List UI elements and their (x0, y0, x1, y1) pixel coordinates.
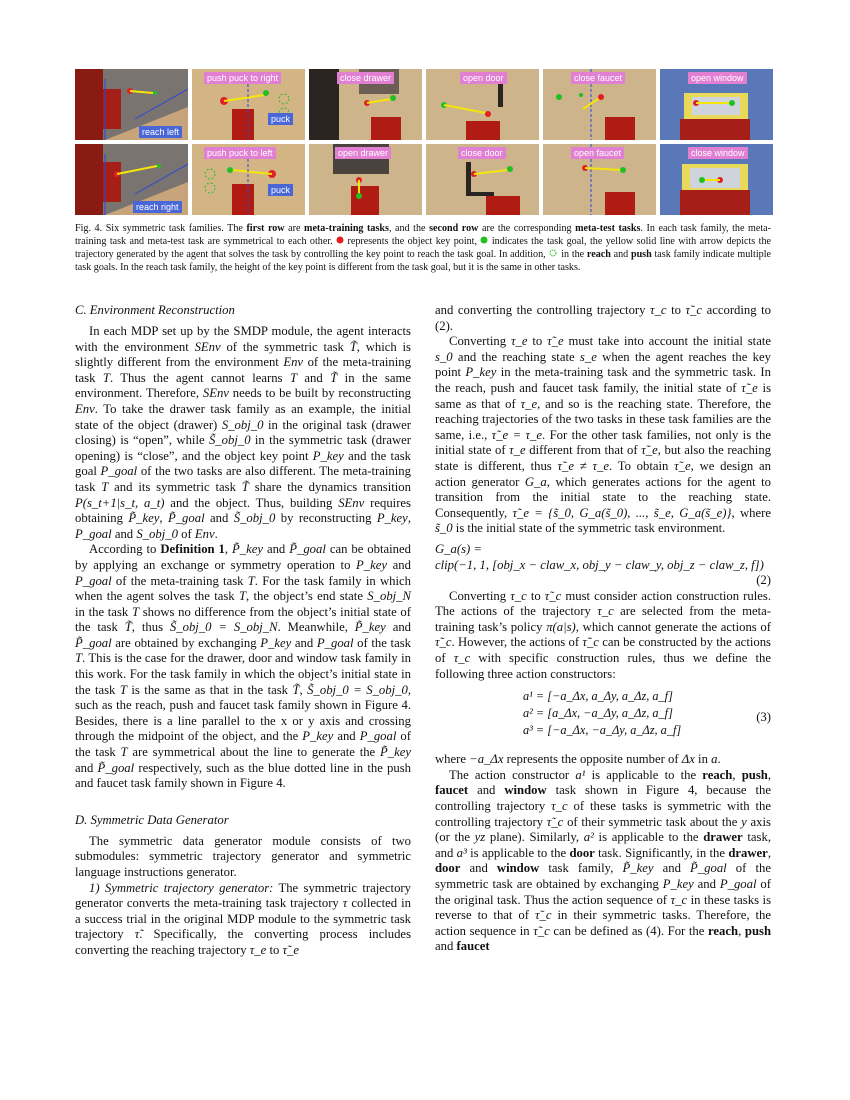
text-run: task family, (539, 861, 623, 876)
text-run: , (738, 923, 745, 938)
text-run: to (266, 942, 283, 957)
panel-open-faucet (543, 144, 656, 215)
math-symbol: τ̃ (134, 927, 140, 942)
text-run: must consider action construction rules. The actions of the trajectory (435, 588, 771, 619)
text-run: in the meta-training task and the symmetric task. In the reach, push and faucet task family, the initial state of (435, 365, 771, 395)
text-run: In each MDP set up by the SMDP module, the agent interacts with the environment (75, 324, 411, 354)
caption-text: . In each task family, the meta-training task and meta-test task are symmetrical to each other. (75, 223, 772, 247)
label-open-door: open door (460, 72, 507, 84)
equation-2-number: (2) (756, 573, 771, 588)
math-symbol: P_key (302, 729, 334, 744)
math-symbol: a² (583, 830, 594, 845)
math-symbol: P_key (662, 877, 694, 891)
right-column (435, 303, 771, 955)
label-close-door: close door (458, 147, 506, 159)
caption-text: and (610, 249, 631, 260)
math-symbol: T (75, 651, 83, 666)
panel-open-door (426, 69, 539, 140)
text-run: and (297, 370, 331, 385)
text-run: , and so is the reaching state. Therefore, the reaching trajectories of the two tasks in these task families are the same, i.e., (435, 396, 772, 442)
math-symbol: a¹ (575, 767, 586, 782)
math-symbol: P_key (465, 365, 497, 380)
text-run: can be defined as (4). For the (549, 923, 709, 938)
text-run: . Specifically, the converting process includes converting the reaching trajectory (75, 927, 412, 957)
bold-term: reach (702, 767, 733, 782)
label-close-faucet: close faucet (571, 72, 625, 84)
math-symbol: P_key (260, 635, 292, 650)
text-run: is applicable to the (593, 830, 704, 845)
text-run: . For the other task families, not only is the initial state of (435, 427, 772, 458)
paragraph-definition-1 (75, 542, 411, 792)
text-run: and the task goal (75, 448, 411, 479)
math-symbol: P_key (312, 448, 344, 463)
text-run: in the original task (drawer closing) is “open”, while (75, 417, 411, 448)
math-symbol: s̃_0 (435, 521, 453, 536)
math-symbol: SEnv (202, 386, 229, 401)
text-run: in the same environment. Therefore, (75, 370, 411, 401)
math-symbol: T (102, 370, 110, 385)
panel-close-door (426, 144, 539, 215)
math-symbol: P̃_goal (97, 760, 135, 775)
bold-term: window (496, 861, 540, 876)
text-run: to (526, 588, 545, 603)
math-symbol: T (120, 745, 128, 760)
bold-term: drawer (703, 830, 743, 845)
text-run: and (385, 620, 412, 635)
paragraph-converting-controlling (435, 303, 771, 334)
math-symbol: T (238, 589, 247, 604)
caption-bold: reach (586, 249, 611, 260)
math-symbol: T̃ (349, 339, 357, 354)
paragraph-action-construction (435, 589, 771, 683)
math-symbol: P(s_t+1|s_t, a_t) (75, 495, 165, 510)
bold-term: door (569, 845, 595, 860)
math-symbol: S̃_obj_0 = S_obj_N (169, 620, 278, 635)
math-symbol: τ̃_e = τ_e (491, 427, 543, 442)
math-symbol: τ̃_c (435, 635, 452, 650)
text-run: can be constructed by the actions of (435, 635, 771, 666)
math-symbol: P_goal (100, 464, 138, 479)
text-run: of (177, 526, 195, 541)
math-symbol: π(a|s) (546, 619, 576, 634)
math-symbol: P̃_goal (289, 542, 326, 557)
red-dot-icon (336, 236, 344, 244)
text-run: . (214, 526, 218, 541)
text-run: is same as that of (435, 380, 772, 411)
text-run: of the symmetric task (220, 339, 350, 354)
equation-2-line-2: clip(−1, 1, [obj_x − claw_x, obj_y − claw_y, obj_z − claw_z, f]) (435, 557, 764, 572)
text-run: and (291, 635, 317, 650)
equation-2-line-1: G_a(s) = (435, 541, 482, 556)
bold-term: push (741, 767, 768, 782)
math-symbol: s_0 (435, 349, 453, 364)
math-symbol: τ̃_c (546, 814, 564, 829)
text-run: . Thus the agent cannot learns (109, 370, 290, 385)
math-symbol: τ_e (249, 942, 267, 957)
math-symbol: P̃_key (622, 861, 654, 876)
text-run: Converting (449, 334, 511, 349)
label-push-right: push puck to right (204, 72, 281, 84)
math-symbol: P̃_goal (167, 511, 205, 526)
text-run: , such as the reach, push and faucet task family shown in Figure 4. Besides, there is a line parallel to the x or y axis and crossing through the midpoint of the object, and the (75, 682, 411, 744)
math-symbol: G_a (524, 474, 547, 489)
math-symbol: S̃_obj_0 (208, 433, 251, 448)
text-run: is the initial state of the symmetric task environment. (452, 521, 726, 536)
text-run: to (666, 303, 686, 317)
math-symbol: T (247, 573, 255, 588)
figure-4 (75, 69, 771, 216)
text-run: , (299, 682, 308, 697)
caption-text: Fig. 4. Six symmetric task families. The (75, 223, 247, 234)
text-run: shows no difference from the object’s initial state of the task (75, 604, 412, 635)
text-run: The symmetric trajectory generator converts the meta-training task trajectory (75, 880, 411, 911)
bold-term: window (504, 783, 547, 798)
figure-caption (75, 222, 771, 274)
math-symbol: T (119, 682, 127, 697)
equation-3-number: (3) (756, 710, 771, 725)
text-run: and (653, 861, 691, 876)
text-run: . However, the actions of (451, 635, 583, 650)
math-symbol: τ_c (670, 892, 688, 907)
label-push-left: push puck to left (204, 147, 276, 159)
text-run: , which generates actions for the agent to transition from the initial state to the reaching state. Consequently, (435, 474, 771, 520)
math-symbol: Δx (681, 752, 695, 767)
math-symbol: τ̃_c (533, 923, 550, 938)
bold-term: faucet (435, 783, 469, 798)
math-symbol: τ_c (597, 604, 614, 619)
text-run: and (75, 760, 98, 775)
math-symbol: T̃ (292, 682, 300, 697)
text-run: in these tasks is reverse to that of (435, 892, 772, 923)
math-symbol: a (711, 752, 718, 767)
text-run: represents the opposite number of (503, 752, 682, 767)
text-run: in the symmetric task (drawer opening) is “close”, and the object key point (75, 433, 412, 463)
text-run: different from that of (525, 443, 642, 458)
math-symbol: S_obj_0 (221, 417, 264, 432)
text-run: , which is slightly different from the environment (75, 339, 411, 370)
math-symbol: P_key (376, 511, 408, 526)
math-symbol: P̃_goal (690, 861, 727, 876)
text-run: requires obtaining (75, 495, 411, 526)
math-symbol: τ (342, 896, 348, 911)
label-puck-top: puck (268, 113, 293, 125)
text-run: , (767, 845, 771, 860)
text-run: . To take the drawer task family as an example, the initial state of the object (drawer) (75, 401, 411, 432)
text-run: Converting (449, 588, 511, 603)
math-symbol: τ̃_c (544, 588, 562, 603)
math-symbol: P̃_key (128, 511, 160, 526)
text-run: in (694, 752, 712, 767)
text-run: are obtained by exchanging (111, 635, 261, 650)
text-run: task, and (435, 830, 771, 860)
text-run: are symmetrical about the line to generate the (127, 745, 380, 760)
math-symbol: τ_e (510, 334, 528, 349)
math-symbol: P_goal (75, 526, 112, 541)
text-run: plane). Similarly, (485, 830, 584, 845)
text-run: of the task (75, 729, 411, 760)
text-run: task. Significantly, in the (594, 845, 729, 860)
math-symbol: P̃_goal (75, 635, 112, 650)
math-symbol: τ̃_e (674, 458, 691, 473)
math-symbol: τ_e (509, 443, 526, 458)
math-symbol: P_goal (316, 635, 354, 650)
math-symbol: τ̃_e (547, 334, 564, 349)
text-run: and (387, 557, 411, 572)
text-run: . To obtain (609, 458, 675, 473)
math-symbol: P_goal (75, 573, 112, 588)
text-run: . This is the case for the drawer, door and window task family in this work. For the task family in which the object’s initial state in the task (75, 651, 411, 697)
text-run: The action constructor (449, 767, 576, 782)
text-run: is the same as that in the task (126, 682, 293, 697)
equation-2 (435, 542, 771, 589)
panel-reach-left (75, 69, 188, 140)
dashed-circle-icon (548, 249, 558, 257)
label-close-drawer: close drawer (337, 72, 394, 84)
math-symbol: τ_c (510, 588, 527, 603)
text-run: where (435, 752, 470, 767)
equation-3-row-3: a³ = [−a_Δx, −a_Δy, a_Δz, a_f] (523, 723, 682, 738)
math-symbol: T (289, 370, 297, 385)
text-run: and (111, 526, 137, 541)
caption-bold: meta-training tasks (304, 223, 389, 234)
text-run: . For the task family in which when the agent solves the task (75, 573, 411, 604)
math-symbol: Env (194, 526, 215, 541)
math-symbol: T̃ (241, 479, 249, 494)
math-symbol: τ_e (520, 396, 538, 411)
text-run: and (204, 511, 234, 526)
panel-push-puck-left (192, 144, 305, 215)
text-run: , we design an action generator (435, 458, 771, 489)
text-run: when the agent reaches the key point (435, 349, 772, 380)
text-run: , but also the reaching state is different, thus (435, 443, 772, 473)
text-run: and the object. Thus, building (164, 495, 339, 510)
math-symbol: S̃_obj_0 = S_obj_0 (307, 682, 408, 697)
caption-text: indicates the task goal, the yellow solid line with arrow depicts the trajectory generated by the agent that solves the task by controlling the key point to reach the task goal. In addition, (75, 236, 771, 260)
math-symbol: Env (75, 401, 95, 416)
math-symbol: yz (474, 830, 486, 845)
text-run: . Meanwhile, (277, 620, 355, 635)
math-symbol: T̃ (330, 370, 338, 385)
paragraph-trajectory-generator (75, 881, 411, 959)
math-symbol: τ̃_e (641, 443, 658, 458)
text-run: are selected from the meta-training task’s policy (435, 604, 772, 634)
math-symbol: S_obj_N (367, 589, 411, 604)
label-open-drawer: open drawer (335, 147, 391, 159)
panel-close-window (660, 144, 773, 215)
panel-close-faucet (543, 69, 656, 140)
text-run: , thus (131, 620, 170, 635)
text-run: and (460, 861, 497, 876)
math-symbol: τ_c (453, 651, 471, 666)
math-symbol: T̃ (124, 620, 132, 635)
section-d-title: D. Symmetric Data Generator (75, 812, 229, 827)
bold-term: door (435, 861, 461, 876)
label-close-window: close window (688, 147, 748, 159)
text-run: can be obtained by applying an exchange or symmetry operation to (75, 542, 411, 572)
text-run: , (732, 767, 742, 782)
math-symbol: τ̃_e = {s̃_0, G_a(s̃_0), ..., s̃_e, G_a(s̃_e)} (512, 505, 732, 520)
bold-term: drawer (728, 845, 768, 860)
math-symbol: P̃_key (232, 542, 264, 557)
bold-term: Definition 1 (160, 542, 225, 557)
text-run: of the meta-training task (75, 355, 411, 385)
text-run: is applicable to the (466, 845, 570, 860)
equation-3 (435, 688, 771, 748)
text-run: , which cannot generate the actions of (575, 619, 771, 634)
math-symbol: SEnv (338, 495, 365, 510)
math-symbol: τ̃_c (534, 908, 552, 923)
caption-text: are (284, 223, 305, 234)
math-symbol: S̃_obj_0 (233, 511, 276, 526)
text-run: is applicable to the (585, 767, 703, 782)
text-run: and (263, 542, 290, 557)
text-run: of the symmetric task are obtained by exchanging (435, 861, 771, 891)
label-open-window: open window (688, 72, 747, 84)
text-run: respectively, such as the blue dotted line in the push and faucet task family shown in Figure 4. (75, 760, 411, 791)
math-symbol: τ̃_c (582, 635, 599, 650)
caption-text: represents the object key point, (344, 236, 481, 247)
text-run: , (407, 511, 411, 526)
text-run: and its symmetric task (108, 479, 242, 494)
panel-push-puck-right (192, 69, 305, 140)
caption-bold: second row (429, 223, 479, 234)
panel-open-drawer (309, 144, 422, 215)
caption-text: are the corresponding (478, 223, 576, 234)
caption-text: , and the (388, 223, 430, 234)
text-run: of these tasks is symmetric with the controlling trajectory (435, 799, 771, 829)
math-symbol: τ̃_e ≠ τ_e (557, 458, 610, 473)
paragraph-where (435, 752, 771, 768)
paragraph-data-generator: The symmetric data generator module consists of two submodules: symmetric trajectory generator and symmetric language instructions generator. (75, 833, 411, 879)
math-symbol: P_goal (719, 877, 757, 891)
caption-bold: first row (246, 223, 285, 234)
caption-text: in the (558, 249, 587, 260)
math-symbol: s_e (579, 349, 597, 364)
text-run: and (333, 729, 360, 744)
section-c-title: C. Environment Reconstruction (75, 303, 235, 317)
math-symbol: y (741, 814, 747, 829)
text-run: of the two tasks are also different. The meta-training task (75, 464, 411, 494)
text-run: of the task (353, 635, 411, 650)
math-symbol: τ_c (650, 303, 667, 317)
text-run: to (527, 334, 548, 349)
math-symbol: Env (283, 355, 304, 370)
text-run: According to (89, 542, 161, 557)
text-run: , (159, 511, 168, 526)
text-run: and the reaching state (452, 349, 580, 364)
paragraph-action-constructor (435, 768, 771, 955)
math-symbol: T (101, 479, 109, 494)
text-run: by reconstructing (275, 511, 377, 526)
left-column (75, 302, 411, 959)
text-run: in the task (75, 604, 132, 619)
text-run: in their symmetric tasks. Therefore, the action sequence in (435, 908, 772, 938)
equation-3-row-2: a² = [a_Δx, −a_Δy, a_Δz, a_f] (523, 706, 673, 721)
text-run: of their symmetric task about the (563, 814, 742, 829)
caption-bold: meta-test tasks (575, 223, 641, 234)
text-run: share the dynamics transition (248, 479, 411, 494)
text-run: , the object’s end state (246, 589, 368, 604)
math-symbol: −a_Δx (469, 752, 504, 767)
text-run: of the original task. Thus the action sequence of (435, 877, 771, 907)
caption-bold: push (630, 249, 652, 260)
math-symbol: τ_c (551, 799, 568, 814)
paragraph-env-reconstruction (75, 324, 411, 542)
math-symbol: S_obj_0 (136, 526, 178, 541)
paragraph-converting-reaching (435, 334, 771, 537)
text-run: . (717, 752, 721, 767)
label-open-faucet: open faucet (571, 147, 624, 159)
text-run: collected in a success trial in the original MDP module to the symmetric task trajectory (75, 896, 411, 942)
caption-text: task family indicate multiple task goals. In the reach task family, the height of the key point is different from the task goal, but it is the same in other tasks. (75, 249, 771, 273)
panel-close-drawer (309, 69, 422, 140)
text-run: , (767, 767, 771, 782)
math-symbol: τ̃_c (685, 303, 703, 317)
math-symbol: SEnv (194, 339, 221, 354)
text-run: and (693, 877, 720, 891)
text-run: , (224, 542, 233, 557)
math-symbol: τ̃_e (741, 380, 758, 395)
math-symbol: P̃_key (354, 620, 386, 635)
bold-term: reach (708, 923, 739, 938)
panel-reach-right (75, 144, 188, 215)
math-symbol: P̃_key (380, 745, 411, 760)
math-symbol: a³ (456, 845, 467, 860)
bold-term: faucet (456, 939, 490, 954)
label-reach-left: reach left (139, 126, 182, 138)
text-run: , where (731, 505, 772, 520)
math-symbol: P_goal (359, 729, 397, 744)
text-run: with specific construction rules, thus we define the following three action constructors: (435, 651, 771, 681)
text-run: and (435, 939, 457, 954)
math-symbol: P_key (356, 557, 388, 572)
bold-term: push (744, 923, 771, 938)
text-run: and converting the controlling trajectory (435, 303, 651, 317)
math-symbol: τ̃_e (282, 942, 300, 957)
text-run: must take into account the initial state (563, 334, 771, 349)
text-run: according to (2). (435, 303, 772, 333)
label-puck-bottom: puck (268, 184, 293, 196)
math-symbol: T (131, 604, 139, 619)
label-reach-right: reach right (133, 201, 182, 213)
text-run: and (468, 783, 505, 798)
text-run: needs to be built by reconstructing (228, 386, 411, 401)
panel-open-window (660, 69, 773, 140)
text-run: axis (or the (435, 814, 771, 845)
math-symbol: 1) Symmetric trajectory generator: (89, 880, 274, 895)
equation-3-row-1: a¹ = [−a_Δx, a_Δy, a_Δz, a_f] (523, 689, 673, 704)
text-run: task shown in Figure 4, because the controlling trajectory (435, 783, 771, 814)
text-run: of the meta-training task (111, 573, 248, 588)
